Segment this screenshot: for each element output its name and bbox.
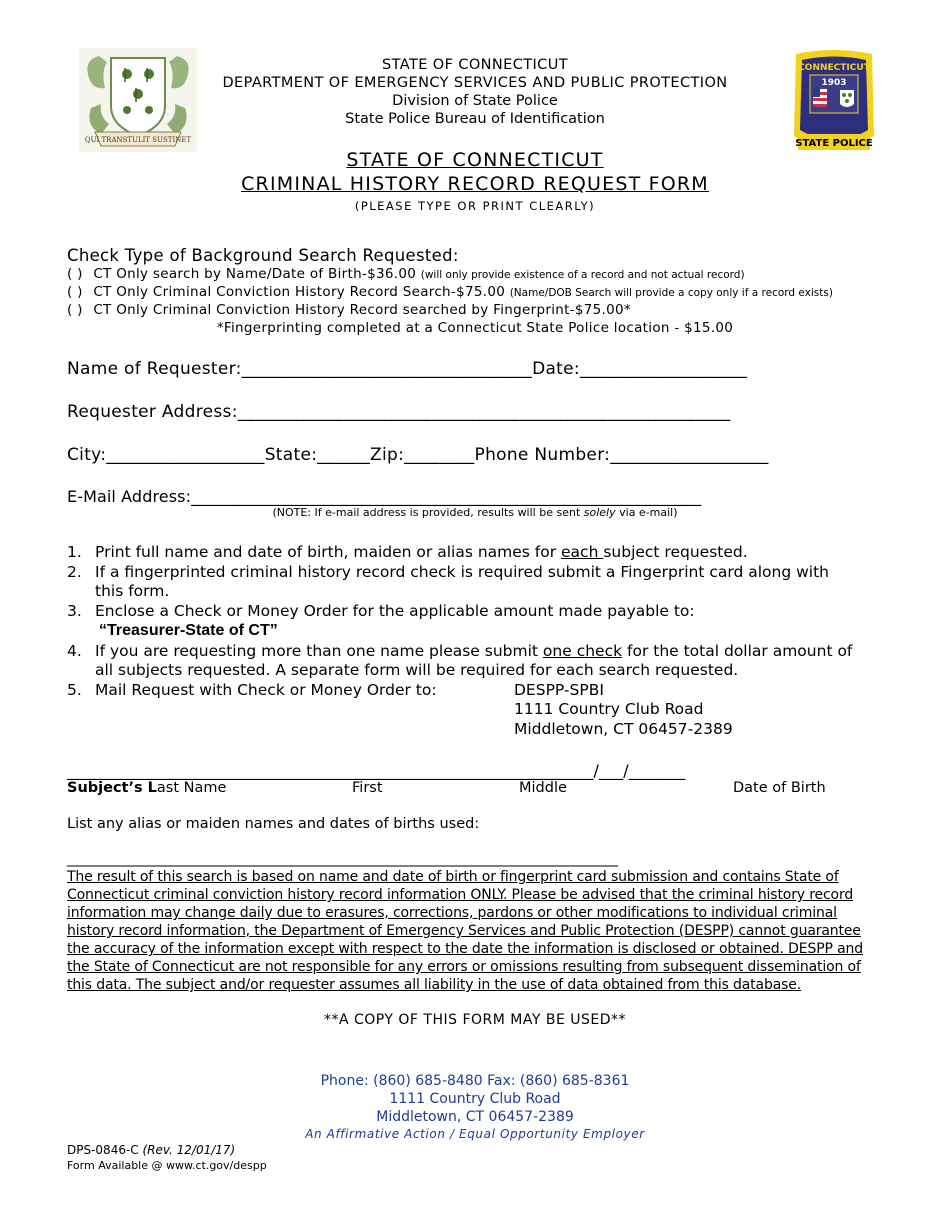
search-option-name-dob[interactable] [67, 266, 745, 282]
form-subtitle: (PLEASE TYPE OR PRINT CLEARLY) [354, 199, 596, 213]
fingerprint-footnote: *Fingerprinting completed at a Connecticut State Police location - $15.00 [216, 320, 734, 336]
svg-text:STATE POLICE: STATE POLICE [795, 138, 873, 149]
footer-street: 1111 Country Club Road [389, 1091, 561, 1107]
instruction-4-cont: all subjects requested. A separate form will be required for each search requested. [95, 661, 739, 679]
form-title-line1: STATE OF CONNECTICUT [346, 149, 604, 171]
header-division: Division of State Police [392, 93, 558, 109]
option-label: CT Only Criminal Conviction History Record searched by Fingerprint-$75.00* [93, 302, 631, 318]
header-department: DEPARTMENT OF EMERGENCY SERVICES AND PUBLIC PROTECTION [222, 75, 728, 91]
header-state: STATE OF CONNECTICUT [382, 57, 568, 73]
email-field[interactable]: E-Mail Address:_______________________________________________________________ [67, 487, 702, 506]
instruction-1: 1. Print full name and date of birth, maiden or alias names for each subject requested. [67, 543, 748, 561]
form-number: DPS-0846-C (Rev. 12/01/17) [67, 1143, 236, 1157]
instruction-3: 3. Enclose a Check or Money Order for the applicable amount made payable to: [67, 602, 695, 620]
option-note: (Name/DOB Search will provide a copy only if a record exists) [509, 287, 833, 299]
alias-label: List any alias or maiden names and dates of births used: [67, 816, 480, 832]
search-option-conviction[interactable] [67, 284, 833, 300]
requester-name-date-field[interactable]: Name of Requester:_________________________________Date:___________________ [67, 359, 748, 379]
checkbox[interactable]: ( ) [67, 266, 83, 282]
city-state-zip-phone-field[interactable]: City:__________________State:______Zip:________Phone Number:__________________ [67, 445, 769, 465]
mail-address-line3: Middletown, CT 06457-2389 [514, 720, 733, 738]
search-heading: Check Type of Background Search Requested: [67, 246, 459, 265]
subject-middle-label: Middle [519, 780, 567, 796]
search-option-fingerprint[interactable] [67, 302, 631, 318]
subject-last-name-label: Subject’s Last Name [67, 780, 227, 796]
checkbox[interactable]: ( ) [67, 302, 83, 318]
subject-dob-label: Date of Birth [733, 780, 826, 796]
svg-text:1903: 1903 [821, 78, 847, 88]
footer-eeo: An Affirmative Action / Equal Opportunity Employer [305, 1127, 645, 1141]
mail-address-line2: 1111 Country Club Road [514, 700, 704, 718]
instruction-4: 4. If you are requesting more than one name please submit one check for the total dollar amount of [67, 642, 853, 660]
requester-address-field[interactable]: Requester Address:________________________________________________________ [67, 402, 731, 422]
instruction-2: 2. If a fingerprinted criminal history record check is required submit a Fingerprint card along with [67, 563, 829, 581]
state-police-badge [788, 50, 880, 156]
instruction-2-cont: this form. [95, 582, 170, 600]
svg-text:QUI TRANSTULIT SUSTINET: QUI TRANSTULIT SUSTINET [84, 136, 192, 144]
option-label: CT Only Criminal Conviction History Record Search-$75.00 [93, 284, 506, 300]
email-note: (NOTE: If e-mail address is provided, results will be sent solely via e-mail) [272, 506, 678, 519]
footer-phone: Phone: (860) 685-8480 Fax: (860) 685-8361 [320, 1073, 630, 1089]
disclaimer: The result of this search is based on name and date of birth or fingerprint card submission and contains State of Connecticut criminal conviction history record information ONLY. Please be advised that the criminal history record information may change daily due to erasures, corrections, pardons or other modifications to individual criminal history record information, the Department of Emergency Services and Public Protection (DESPP) cannot guarantee the accuracy of the information except with respect to the date the information is disclosed or obtained. DESPP and the State of Connecticut are not responsible for any errors or omissions resulting from subsequent dissemination of this data. The subject and/or requester assumes all liability in the use of data obtained from this database. [67, 869, 863, 993]
option-note: (will only provide existence of a record and not actual record) [420, 269, 745, 281]
checkbox[interactable]: ( ) [67, 284, 83, 300]
form-title-line2: CRIMINAL HISTORY RECORD REQUEST FORM [241, 173, 709, 195]
svg-text:CONNECTICUT: CONNECTICUT [798, 63, 870, 73]
subject-first-label: First [352, 780, 383, 796]
payee: “Treasurer-State of CT” [99, 622, 278, 639]
alias-field[interactable]: ______________________________________________________________________________________ [67, 851, 618, 867]
option-label: CT Only search by Name/Date of Birth-$36.00 [93, 266, 417, 282]
header-bureau: State Police Bureau of Identification [345, 111, 605, 127]
instruction-5: 5. Mail Request with Check or Money Order to: [67, 681, 437, 699]
copy-note: **A COPY OF THIS FORM MAY BE USED** [323, 1012, 627, 1028]
mail-address-line1: DESPP-SPBI [514, 681, 604, 699]
form-availability: Form Available @ www.ct.gov/despp [67, 1159, 267, 1172]
footer-city: Middletown, CT 06457-2389 [376, 1109, 574, 1125]
subject-name-dob-field[interactable]: _________________________________________________________________/___/_______ [67, 761, 686, 780]
